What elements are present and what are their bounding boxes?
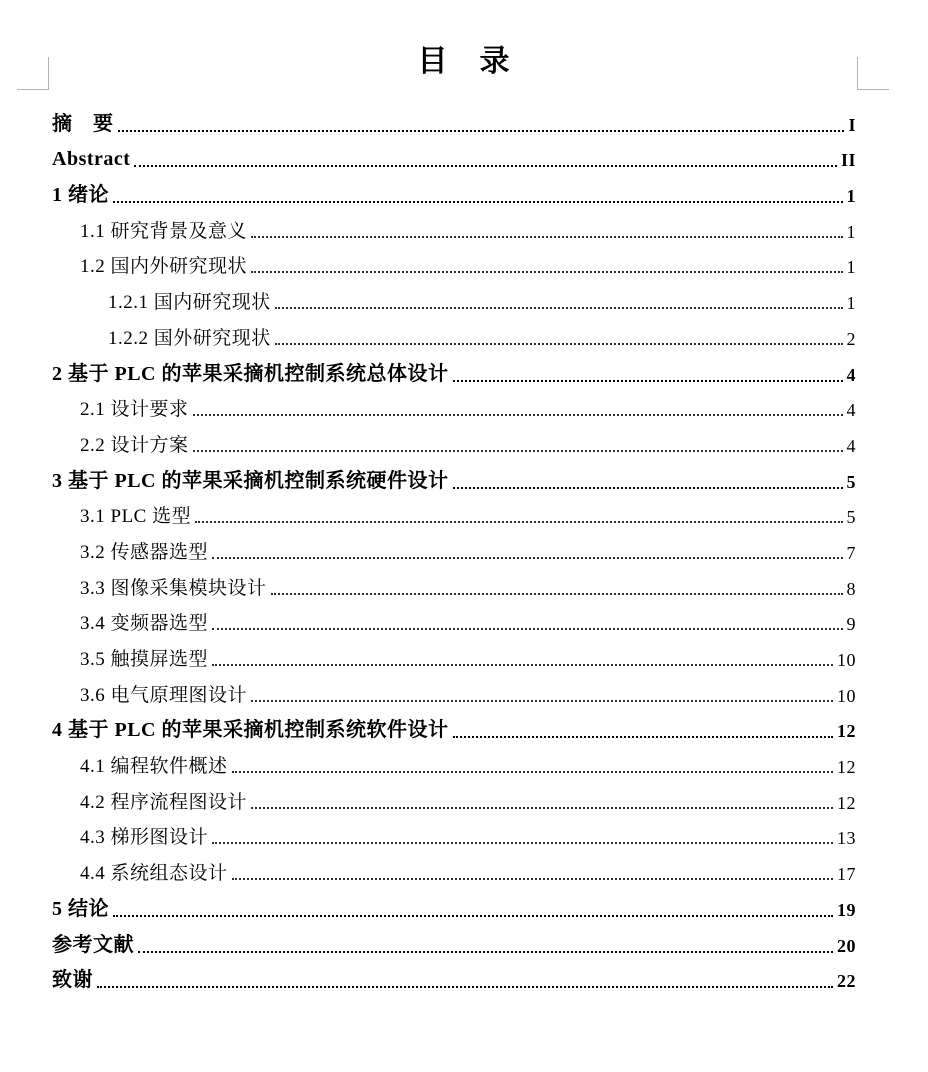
dot-leader	[232, 878, 833, 880]
dot-leader	[251, 271, 842, 273]
toc-entry-label: 3.2 传感器选型	[80, 541, 209, 563]
toc-entry[interactable]	[52, 319, 856, 355]
toc-entry-page: 4	[846, 364, 856, 385]
toc-entry-label: 4.2 程序流程图设计	[80, 791, 248, 813]
toc-entry-label: 摘 要	[52, 112, 114, 135]
toc-entry[interactable]	[52, 926, 856, 962]
toc-entry-label: 参考文献	[52, 933, 134, 956]
toc-entry[interactable]	[52, 533, 856, 569]
toc-entry[interactable]	[52, 819, 856, 855]
document-page	[0, 42, 928, 1072]
dot-leader	[134, 165, 837, 167]
toc-entry-page: 4	[846, 400, 856, 421]
toc-entry[interactable]	[52, 176, 856, 212]
toc-entry-label: 4.3 梯形图设计	[80, 827, 209, 849]
toc-entry[interactable]	[52, 498, 856, 534]
toc-entry[interactable]	[52, 605, 856, 641]
toc-entry-label: 2.1 设计要求	[80, 399, 189, 421]
toc-entry-page: 4	[846, 435, 856, 456]
toc-entry[interactable]	[52, 783, 856, 819]
toc-entry-label: 3.3 图像采集模块设计	[80, 577, 267, 599]
toc-entry-label: 4 基于 PLC 的苹果采摘机控制系统软件设计	[52, 719, 449, 742]
toc-entry[interactable]	[52, 890, 856, 926]
toc-entry-page: 17	[837, 864, 856, 885]
toc-entry[interactable]	[52, 569, 856, 605]
toc-entry-label: 致谢	[52, 969, 93, 992]
dot-leader	[113, 201, 843, 203]
toc-entry-label: 1.2.2 国外研究现状	[108, 327, 271, 349]
toc-entry-page: 1	[846, 257, 856, 278]
dot-leader	[113, 915, 833, 917]
toc-entry-label: 3.1 PLC 选型	[80, 506, 192, 528]
dot-leader	[195, 521, 842, 523]
toc-entry[interactable]	[52, 676, 856, 712]
dot-leader	[275, 343, 843, 345]
toc-entry-page: 12	[837, 757, 856, 778]
toc-entry-label: 3.5 触摸屏选型	[80, 649, 209, 670]
dot-leader	[193, 450, 843, 452]
toc-entry[interactable]	[52, 212, 856, 248]
toc-entry[interactable]	[52, 283, 856, 319]
toc-entry-label: 1.1 研究背景及意义	[80, 220, 248, 242]
dot-leader	[118, 130, 845, 132]
toc-entry-label: 3.4 变频器选型	[80, 613, 209, 635]
toc-entry[interactable]	[52, 712, 856, 748]
toc-list	[0, 105, 928, 997]
dot-leader	[138, 951, 833, 953]
toc-entry-page: 22	[837, 971, 856, 992]
toc-entry-page: 5	[846, 471, 856, 492]
toc-entry-label: 4.4 系统组态设计	[80, 863, 228, 885]
toc-entry-page: II	[840, 150, 856, 171]
toc-entry[interactable]	[52, 355, 856, 391]
dot-leader	[251, 807, 833, 809]
toc-entry-label: 5 结论	[52, 897, 109, 920]
toc-entry-label: 1 绪论	[52, 184, 109, 207]
dot-leader	[212, 664, 833, 666]
toc-entry[interactable]	[52, 141, 856, 177]
toc-entry-page: 12	[837, 792, 856, 813]
toc-entry-label: 2 基于 PLC 的苹果采摘机控制系统总体设计	[52, 362, 449, 385]
dot-leader	[193, 414, 843, 416]
toc-entry-page: 1	[846, 186, 856, 207]
toc-entry-page: 7	[846, 542, 856, 563]
crop-mark-top-left-icon	[17, 57, 49, 90]
toc-entry-label: 2.2 设计方案	[80, 434, 189, 456]
toc-entry[interactable]	[52, 747, 856, 783]
dot-leader	[232, 771, 833, 773]
dot-leader	[453, 380, 843, 382]
toc-entry[interactable]	[52, 248, 856, 284]
toc-entry-label: 3 基于 PLC 的苹果采摘机控制系统硬件设计	[52, 469, 449, 492]
toc-entry-label: Abstract	[52, 148, 131, 171]
dot-leader	[453, 736, 834, 738]
dot-leader	[212, 842, 833, 844]
toc-entry-page: 20	[837, 935, 856, 956]
toc-entry-label: 4.1 编程软件概述	[80, 756, 228, 778]
toc-entry[interactable]	[52, 462, 856, 498]
toc-entry-page: 12	[837, 721, 856, 742]
dot-leader	[251, 700, 833, 702]
toc-entry[interactable]	[52, 640, 856, 676]
toc-entry-page: 8	[846, 578, 856, 599]
dot-leader	[251, 236, 842, 238]
dot-leader	[453, 487, 843, 489]
toc-entry-page: 19	[837, 899, 856, 920]
toc-entry-page: 10	[837, 685, 856, 706]
toc-entry[interactable]	[52, 962, 856, 998]
toc-entry-page: 5	[846, 507, 856, 528]
toc-entry[interactable]	[52, 854, 856, 890]
toc-title: 目 录	[417, 45, 511, 78]
toc-entry[interactable]	[52, 426, 856, 462]
dot-leader	[212, 628, 842, 630]
toc-entry-label: 3.6 电气原理图设计	[80, 684, 248, 706]
toc-entry-page: 9	[846, 614, 856, 635]
dot-leader	[212, 557, 842, 559]
toc-entry-page: 2	[846, 328, 856, 349]
toc-entry-page: 1	[846, 221, 856, 242]
toc-entry-page: 1	[846, 293, 856, 314]
toc-entry[interactable]	[52, 105, 856, 141]
crop-mark-top-right-icon	[857, 57, 889, 90]
toc-entry-label: 1.2 国内外研究现状	[80, 256, 248, 278]
dot-leader	[271, 593, 843, 595]
dot-leader	[275, 307, 843, 309]
toc-entry-page: 10	[837, 650, 856, 670]
dot-leader	[97, 986, 833, 988]
toc-entry-page: 13	[837, 828, 856, 849]
toc-entry-page: I	[848, 114, 856, 135]
toc-entry-label: 1.2.1 国内研究现状	[108, 292, 271, 314]
toc-entry[interactable]	[52, 391, 856, 427]
